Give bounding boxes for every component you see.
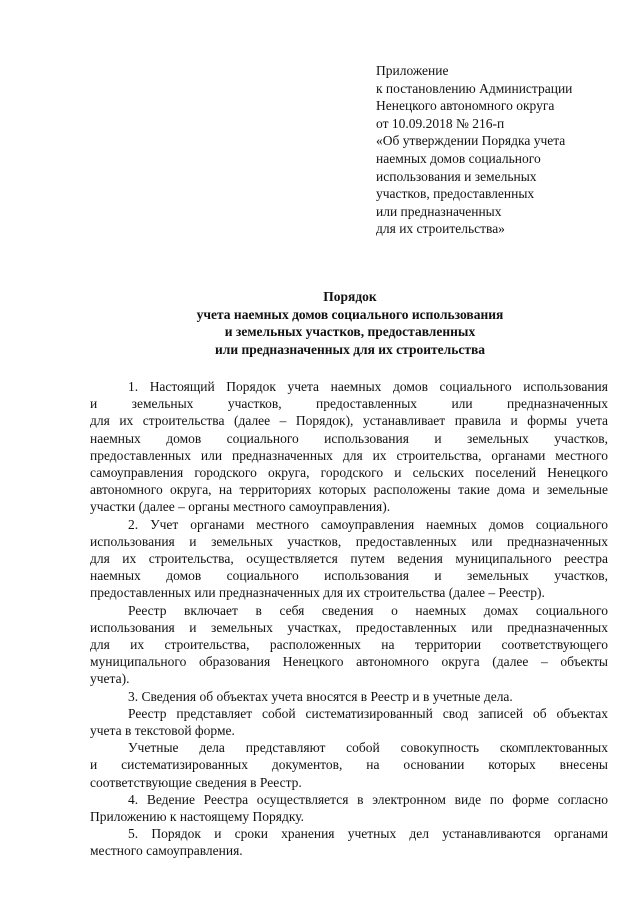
paragraph-2: [90, 516, 608, 602]
title-line: учета наемных домов социального использования: [196, 306, 504, 322]
paragraph-1: [90, 378, 608, 516]
document-title: [90, 288, 610, 358]
paragraph-line: и земельных участков, предоставленных или предназначенных: [90, 396, 608, 412]
paragraph-line: 3. Сведения об объектах учета вносятся в Реестр и в учетные дела.: [128, 688, 513, 704]
paragraph-line: автономного округа, на территориях которых расположены такие дома и земельные: [90, 482, 608, 498]
paragraph-line: Приложению к настоящему Порядку.: [90, 809, 305, 825]
document-body: [90, 378, 608, 860]
appendix-line: Приложение: [376, 63, 449, 78]
paragraph-line: муниципального образования Ненецкого автономного округа (далее – объекты: [90, 654, 608, 670]
paragraph-line: Реестр включает в себя сведения о наемных домах социального: [128, 602, 608, 618]
paragraph-5: [90, 705, 608, 739]
paragraph-line: наемных домов социального использования и земельных участков,: [90, 430, 608, 446]
paragraph-line: Реестр представляет собой систематизированный свод записей об объектах: [128, 705, 608, 721]
paragraph-line: учета в текстовой форме.: [90, 723, 235, 739]
paragraph-7: [90, 791, 608, 825]
paragraph-line: использования и земельных участков, предоставленных или предназначенных: [90, 533, 608, 549]
paragraph-line: предоставленных или предназначенных для их строительства (далее – Реестр).: [90, 585, 545, 601]
paragraph-line: и систематизированных документов, на основании которых внесены: [90, 757, 608, 773]
appendix-line: «Об утверждении Порядка учета: [376, 133, 566, 149]
paragraph-line: 5. Порядок и сроки хранения учетных дел устанавливаются органами: [128, 826, 608, 842]
appendix-line: использования и земельных: [376, 168, 537, 184]
paragraph-line: местного самоуправления.: [90, 843, 243, 859]
paragraph-line: Учетные дела представляют собой совокупность скомплектованных: [128, 740, 608, 756]
paragraph-line: для их строительства, расположенных на территории соответствующего: [90, 637, 608, 653]
paragraph-line: наемных домов социального использования и земельных участков,: [90, 568, 608, 584]
paragraph-3: [90, 602, 608, 688]
appendix-line: от 10.09.2018 № 216-п: [376, 115, 505, 131]
paragraph-6: [90, 739, 608, 791]
paragraph-line: самоуправления городского округа, городского и сельских поселений Ненецкого: [90, 465, 608, 481]
appendix-line: Ненецкого автономного округа: [376, 98, 555, 114]
paragraph-line: 4. Ведение Реестра осуществляется в электронном виде по форме согласно: [128, 791, 608, 807]
paragraph-8: [90, 825, 608, 859]
paragraph-4: [90, 688, 608, 705]
paragraph-line: предоставленных или предназначенных для их строительства, органами местного: [90, 447, 608, 463]
title-line: и земельных участков, предоставленных: [224, 324, 476, 340]
appendix-line: участков, предоставленных: [376, 186, 535, 202]
paragraph-line: соответствующие сведения в Реестр.: [90, 774, 302, 790]
paragraph-line: 1. Настоящий Порядок учета наемных домов социального использования: [128, 379, 608, 394]
paragraph-line: для их строительства (далее – Порядок), устанавливает правила и формы учета: [90, 413, 608, 429]
paragraph-line: для их строительства, осуществляется путем ведения муниципального реестра: [90, 551, 608, 567]
appendix-line: к постановлению Администрации: [376, 80, 573, 96]
paragraph-line: 2. Учет органами местного самоуправления наемных домов социального: [128, 516, 608, 532]
title-line: Порядок: [323, 289, 377, 304]
paragraph-line: участки (далее – органы местного самоуправления).: [90, 499, 391, 515]
appendix-block: [376, 62, 616, 238]
paragraph-line: учета).: [90, 671, 130, 687]
paragraph-line: использования и земельных участках, предоставленных или предназначенных: [90, 619, 608, 635]
appendix-line: наемных домов социального: [376, 150, 541, 166]
appendix-line: или предназначенных: [376, 203, 502, 219]
title-line: или предназначенных для их строительства: [214, 341, 485, 357]
appendix-line: для их строительства»: [376, 221, 505, 237]
